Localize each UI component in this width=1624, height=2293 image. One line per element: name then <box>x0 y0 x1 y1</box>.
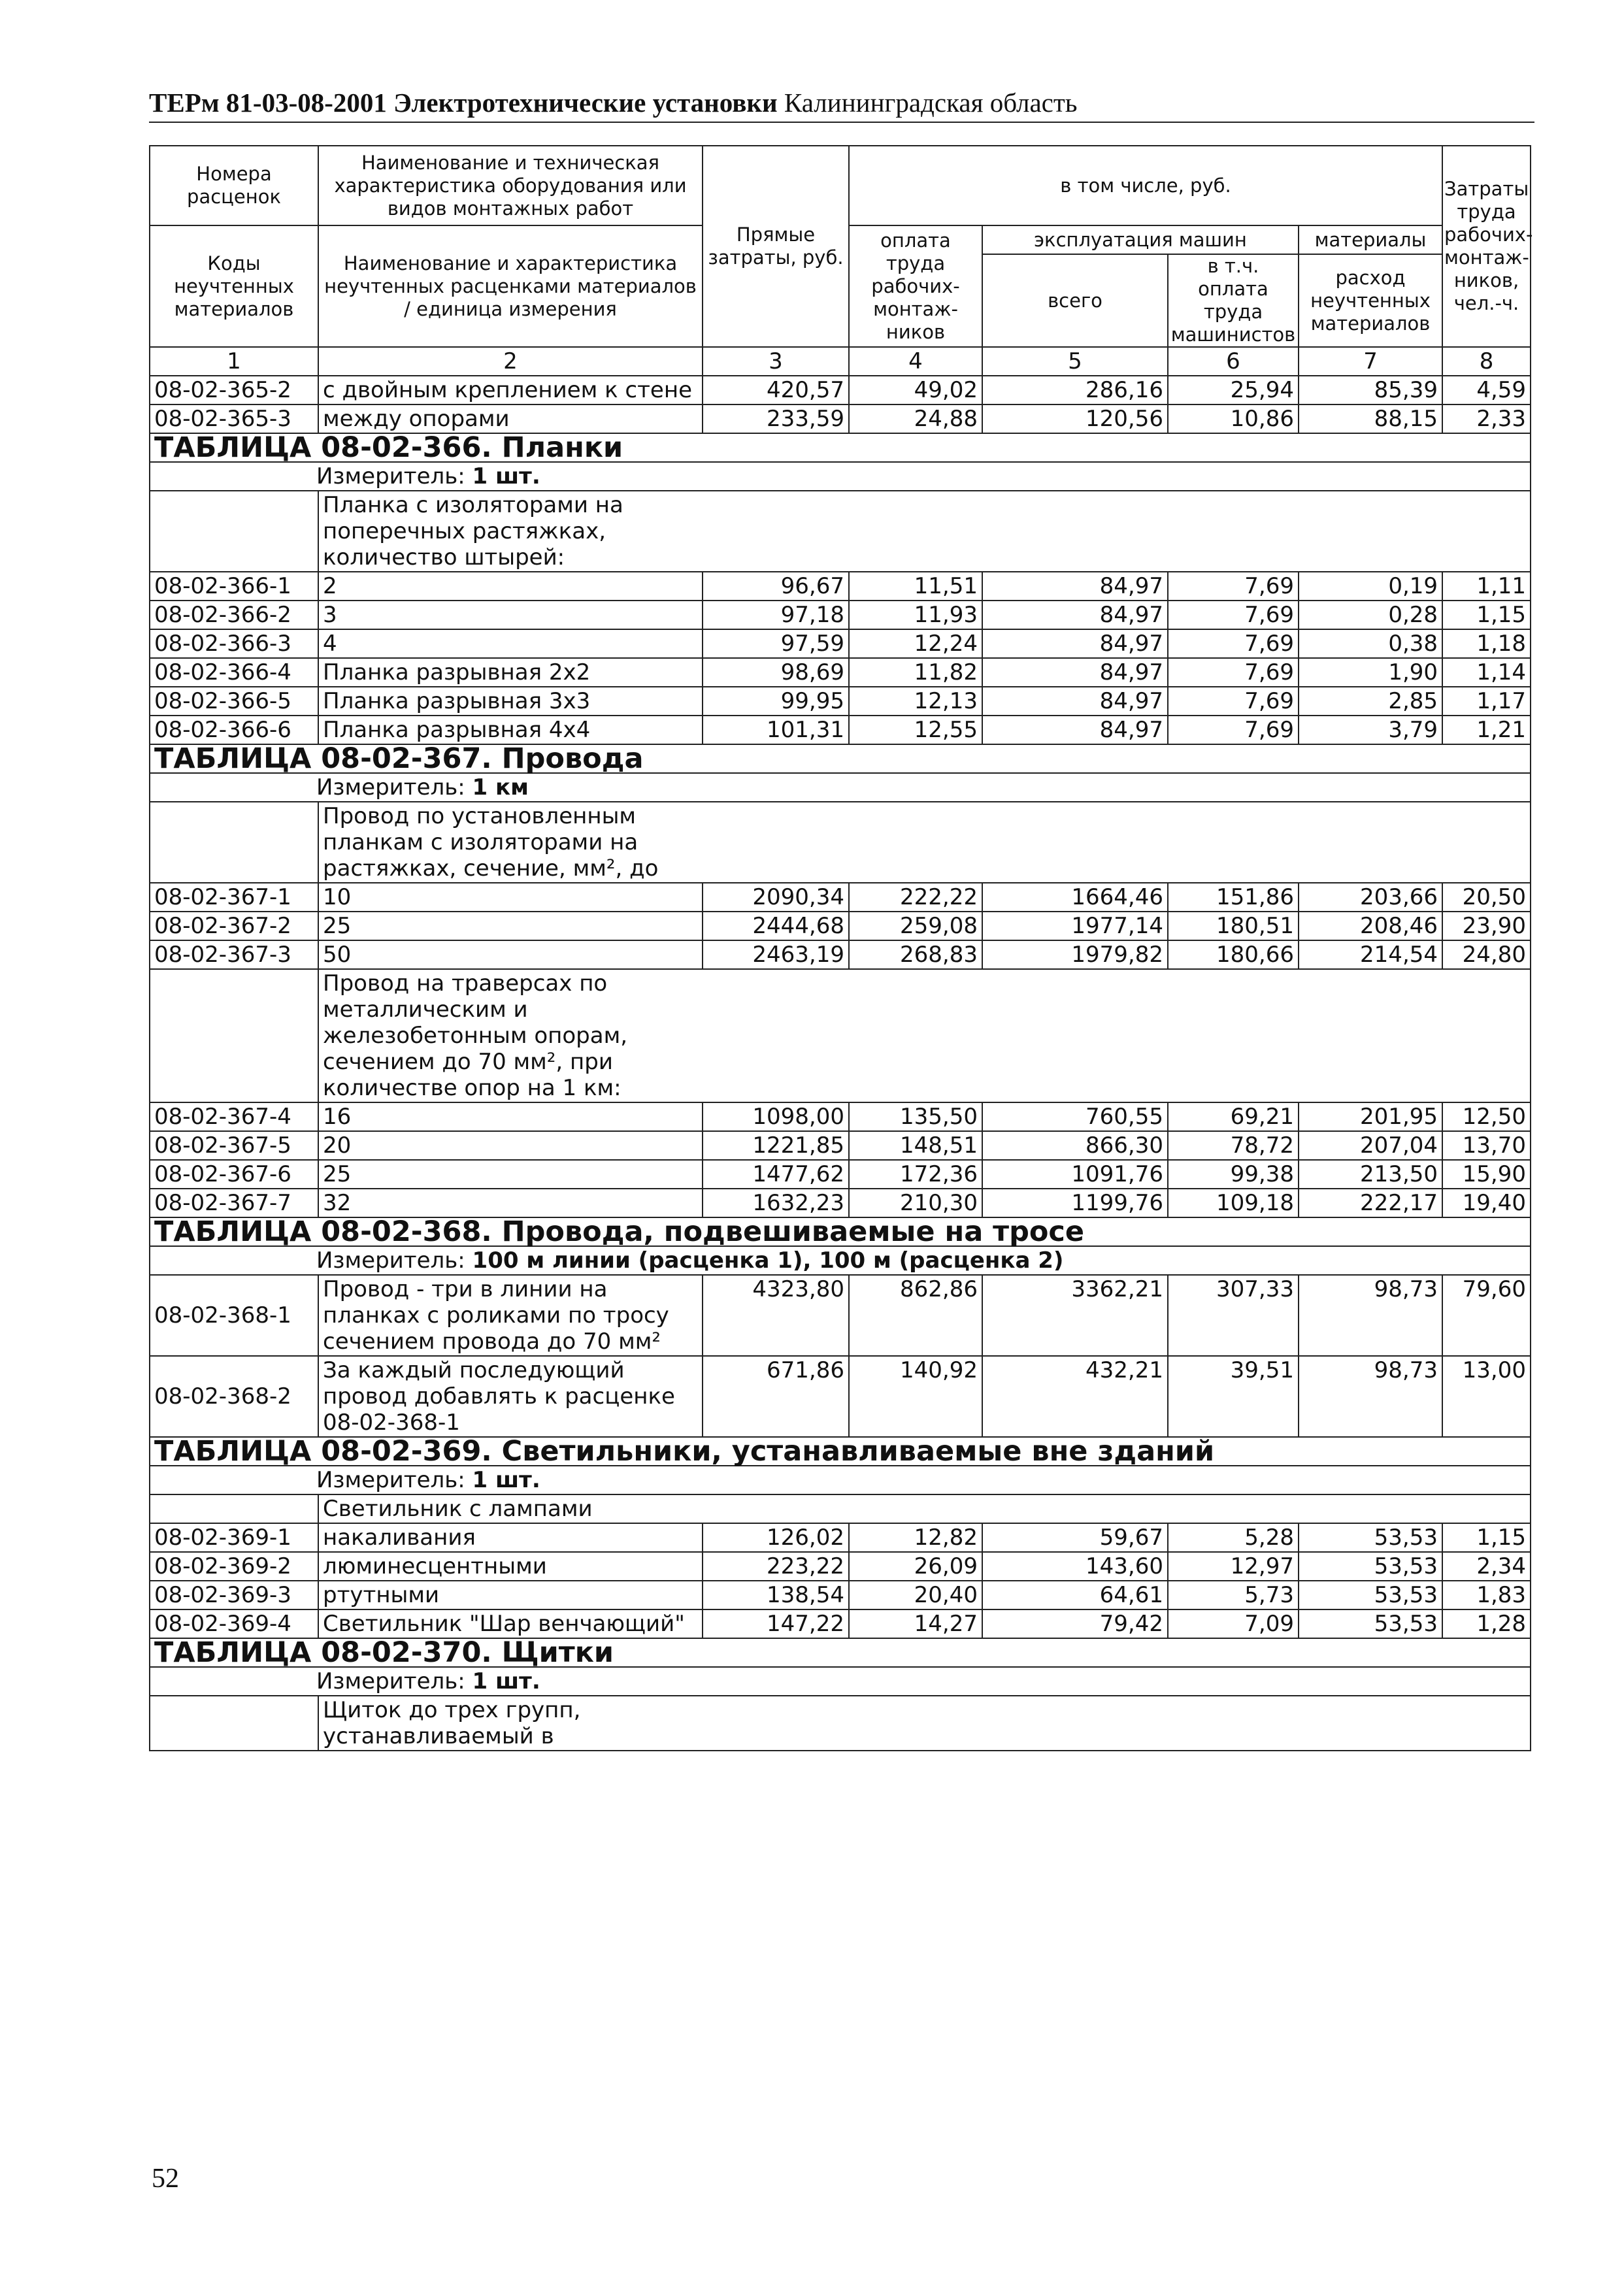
materials-value: 222,17 <box>1299 1189 1442 1217</box>
labor-pay-value: 24,88 <box>849 404 982 433</box>
materials-value: 0,28 <box>1299 601 1442 629</box>
machine-total-value: 84,97 <box>982 716 1168 744</box>
group-note-blank <box>150 969 318 1102</box>
group-note-blank <box>150 1696 318 1751</box>
table-row <box>150 601 1531 629</box>
labor-hours-value: 4,59 <box>1442 376 1531 404</box>
direct-costs-value: 138,54 <box>703 1581 849 1609</box>
unit-label: Измеритель: <box>316 463 465 489</box>
table-row <box>150 1102 1531 1131</box>
rate-code: 08-02-367-6 <box>150 1160 318 1189</box>
header-code: ТЕРм 81-03-08-2001 <box>149 88 387 118</box>
direct-costs-value: 2090,34 <box>703 883 849 912</box>
col-header-machine-ops: эксплуатация машин <box>982 225 1299 254</box>
rate-code: 08-02-367-2 <box>150 912 318 940</box>
labor-pay-value: 148,51 <box>849 1131 982 1160</box>
direct-costs-value: 233,59 <box>703 404 849 433</box>
col-header-materials: материалы <box>1299 225 1442 254</box>
group-note-blank <box>150 802 318 883</box>
work-name: с двойным креплением к стене <box>318 376 703 404</box>
materials-value: 207,04 <box>1299 1131 1442 1160</box>
labor-hours-value: 1,17 <box>1442 687 1531 716</box>
group-note: Светильник с лампами <box>318 1494 703 1523</box>
group-note: Провод по установленным планкам с изоляторами на растяжках, сечение, мм², до <box>318 802 703 883</box>
table-row <box>150 1356 1531 1437</box>
work-name: Планка разрывная 2х2 <box>318 658 703 687</box>
machine-total-value: 760,55 <box>982 1102 1168 1131</box>
section-title: ТАБЛИЦА 08-02-369. Светильники, устанавливаемые вне зданий <box>150 1437 1531 1466</box>
direct-costs-value: 96,67 <box>703 572 849 601</box>
materials-value: 53,53 <box>1299 1523 1442 1552</box>
work-name: ртутными <box>318 1581 703 1609</box>
materials-value: 53,53 <box>1299 1552 1442 1581</box>
direct-costs-value: 126,02 <box>703 1523 849 1552</box>
machine-labor-value: 7,09 <box>1168 1609 1299 1638</box>
rate-code: 08-02-367-1 <box>150 883 318 912</box>
work-name: 16 <box>318 1102 703 1131</box>
direct-costs-value: 97,18 <box>703 601 849 629</box>
work-name: 25 <box>318 912 703 940</box>
unit-line <box>150 462 1531 491</box>
col-header-machine-total: всего <box>982 254 1168 347</box>
group-note-blank <box>150 491 318 572</box>
machine-total-value: 84,97 <box>982 687 1168 716</box>
labor-pay-value: 12,55 <box>849 716 982 744</box>
machine-total-value: 84,97 <box>982 572 1168 601</box>
rate-code: 08-02-369-3 <box>150 1581 318 1609</box>
rate-code: 08-02-369-1 <box>150 1523 318 1552</box>
machine-labor-value: 12,97 <box>1168 1552 1299 1581</box>
work-name: 32 <box>318 1189 703 1217</box>
machine-labor-value: 5,28 <box>1168 1523 1299 1552</box>
machine-total-value: 1664,46 <box>982 883 1168 912</box>
labor-hours-value: 12,50 <box>1442 1102 1531 1131</box>
group-note-row <box>150 1494 1531 1523</box>
labor-pay-value: 140,92 <box>849 1356 982 1437</box>
machine-labor-value: 7,69 <box>1168 601 1299 629</box>
labor-hours-value: 23,90 <box>1442 912 1531 940</box>
table-row <box>150 1581 1531 1609</box>
page-number: 52 <box>152 2164 179 2194</box>
labor-hours-value: 19,40 <box>1442 1189 1531 1217</box>
column-number: 2 <box>318 347 703 376</box>
labor-hours-value: 1,11 <box>1442 572 1531 601</box>
table-row <box>150 883 1531 912</box>
work-name: 2 <box>318 572 703 601</box>
machine-labor-value: 69,21 <box>1168 1102 1299 1131</box>
table-row <box>150 716 1531 744</box>
direct-costs-value: 1221,85 <box>703 1131 849 1160</box>
labor-pay-value: 259,08 <box>849 912 982 940</box>
direct-costs-value: 101,31 <box>703 716 849 744</box>
materials-value: 213,50 <box>1299 1160 1442 1189</box>
machine-total-value: 432,21 <box>982 1356 1168 1437</box>
machine-labor-value: 180,66 <box>1168 940 1299 969</box>
labor-pay-value: 11,51 <box>849 572 982 601</box>
col-header-codes-top: Номера расценок <box>150 146 318 225</box>
column-number: 7 <box>1299 347 1442 376</box>
rate-code: 08-02-365-2 <box>150 376 318 404</box>
machine-total-value: 286,16 <box>982 376 1168 404</box>
unit-line <box>150 1667 1531 1696</box>
table-row <box>150 687 1531 716</box>
machine-total-value: 120,56 <box>982 404 1168 433</box>
direct-costs-value: 420,57 <box>703 376 849 404</box>
col-header-codes-bottom: Коды неучтенных материалов <box>150 225 318 347</box>
table-row <box>150 1131 1531 1160</box>
materials-value: 214,54 <box>1299 940 1442 969</box>
rate-code: 08-02-366-1 <box>150 572 318 601</box>
labor-hours-value: 13,00 <box>1442 1356 1531 1437</box>
rate-code: 08-02-368-1 <box>150 1275 318 1356</box>
machine-total-value: 1091,76 <box>982 1160 1168 1189</box>
unit-row <box>150 1466 1531 1494</box>
materials-value: 98,73 <box>1299 1356 1442 1437</box>
work-name: 20 <box>318 1131 703 1160</box>
direct-costs-value: 2463,19 <box>703 940 849 969</box>
materials-value: 2,85 <box>1299 687 1442 716</box>
col-header-name-top: Наименование и техническая характеристика оборудования или видов монтажных работ <box>318 146 703 225</box>
group-note-filler <box>703 1494 1531 1523</box>
labor-hours-value: 1,15 <box>1442 601 1531 629</box>
unit-label: Измеритель: <box>316 774 465 800</box>
materials-value: 88,15 <box>1299 404 1442 433</box>
table-row <box>150 572 1531 601</box>
col-header-materials-usage: расход неучтенных материалов <box>1299 254 1442 347</box>
materials-value: 208,46 <box>1299 912 1442 940</box>
section-title: ТАБЛИЦА 08-02-366. Планки <box>150 433 1531 462</box>
labor-pay-value: 222,22 <box>849 883 982 912</box>
materials-value: 0,19 <box>1299 572 1442 601</box>
machine-labor-value: 307,33 <box>1168 1275 1299 1356</box>
unit-label: Измеритель: <box>316 1668 465 1694</box>
col-header-machine-incl: в т.ч. оплата труда машинистов <box>1168 254 1299 347</box>
rate-code: 08-02-366-3 <box>150 629 318 658</box>
machine-total-value: 1199,76 <box>982 1189 1168 1217</box>
table-row <box>150 1275 1531 1356</box>
machine-labor-value: 151,86 <box>1168 883 1299 912</box>
materials-value: 85,39 <box>1299 376 1442 404</box>
labor-hours-value: 2,34 <box>1442 1552 1531 1581</box>
col-header-direct-costs: Прямые затраты, руб. <box>703 146 849 347</box>
work-name: 50 <box>318 940 703 969</box>
machine-labor-value: 25,94 <box>1168 376 1299 404</box>
section-title: ТАБЛИЦА 08-02-370. Щитки <box>150 1638 1531 1667</box>
group-note-row <box>150 1696 1531 1751</box>
section-title-row <box>150 433 1531 462</box>
labor-hours-value: 15,90 <box>1442 1160 1531 1189</box>
unit-label: Измеритель: <box>316 1467 465 1493</box>
page-header <box>149 86 1534 123</box>
machine-total-value: 866,30 <box>982 1131 1168 1160</box>
col-header-including: в том числе, руб. <box>849 146 1442 225</box>
group-note-blank <box>150 1494 318 1523</box>
work-name: 4 <box>318 629 703 658</box>
materials-value: 0,38 <box>1299 629 1442 658</box>
direct-costs-value: 671,86 <box>703 1356 849 1437</box>
direct-costs-value: 98,69 <box>703 658 849 687</box>
work-name: 10 <box>318 883 703 912</box>
machine-labor-value: 5,73 <box>1168 1581 1299 1609</box>
header-title: Электротехнические установки <box>393 88 778 118</box>
work-name: накаливания <box>318 1523 703 1552</box>
unit-value: 1 шт. <box>472 463 540 489</box>
labor-hours-value: 24,80 <box>1442 940 1531 969</box>
rate-code: 08-02-367-4 <box>150 1102 318 1131</box>
column-number: 3 <box>703 347 849 376</box>
labor-pay-value: 49,02 <box>849 376 982 404</box>
section-title-row <box>150 744 1531 773</box>
direct-costs-value: 1477,62 <box>703 1160 849 1189</box>
labor-pay-value: 12,24 <box>849 629 982 658</box>
machine-labor-value: 7,69 <box>1168 629 1299 658</box>
direct-costs-value: 99,95 <box>703 687 849 716</box>
labor-pay-value: 12,13 <box>849 687 982 716</box>
labor-hours-value: 13,70 <box>1442 1131 1531 1160</box>
column-number: 4 <box>849 347 982 376</box>
rate-code: 08-02-365-3 <box>150 404 318 433</box>
materials-value: 53,53 <box>1299 1609 1442 1638</box>
rate-code: 08-02-366-5 <box>150 687 318 716</box>
labor-pay-value: 135,50 <box>849 1102 982 1131</box>
unit-row <box>150 1667 1531 1696</box>
labor-pay-value: 20,40 <box>849 1581 982 1609</box>
group-note-filler <box>703 969 1531 1102</box>
header-row-1 <box>150 146 1531 225</box>
labor-pay-value: 862,86 <box>849 1275 982 1356</box>
rate-code: 08-02-367-7 <box>150 1189 318 1217</box>
machine-labor-value: 109,18 <box>1168 1189 1299 1217</box>
labor-pay-value: 11,93 <box>849 601 982 629</box>
machine-total-value: 59,67 <box>982 1523 1168 1552</box>
labor-hours-value: 1,28 <box>1442 1609 1531 1638</box>
materials-value: 3,79 <box>1299 716 1442 744</box>
labor-hours-value: 20,50 <box>1442 883 1531 912</box>
column-number: 6 <box>1168 347 1299 376</box>
machine-labor-value: 78,72 <box>1168 1131 1299 1160</box>
unit-value: 1 шт. <box>472 1467 540 1493</box>
labor-pay-value: 14,27 <box>849 1609 982 1638</box>
direct-costs-value: 4323,80 <box>703 1275 849 1356</box>
machine-total-value: 3362,21 <box>982 1275 1168 1356</box>
work-name: 3 <box>318 601 703 629</box>
table-row <box>150 1523 1531 1552</box>
section-title: ТАБЛИЦА 08-02-368. Провода, подвешиваемые на тросе <box>150 1217 1531 1246</box>
table-row <box>150 1189 1531 1217</box>
labor-hours-value: 1,18 <box>1442 629 1531 658</box>
rate-code: 08-02-369-2 <box>150 1552 318 1581</box>
work-name: между опорами <box>318 404 703 433</box>
col-header-labor-pay: оплата труда рабочих-монтаж-ников <box>849 225 982 347</box>
table-row <box>150 940 1531 969</box>
labor-pay-value: 26,09 <box>849 1552 982 1581</box>
machine-total-value: 64,61 <box>982 1581 1168 1609</box>
group-note-row <box>150 969 1531 1102</box>
materials-value: 1,90 <box>1299 658 1442 687</box>
unit-row <box>150 1246 1531 1275</box>
machine-labor-value: 7,69 <box>1168 572 1299 601</box>
group-note-filler <box>703 802 1531 883</box>
work-name: люминесцентными <box>318 1552 703 1581</box>
machine-labor-value: 99,38 <box>1168 1160 1299 1189</box>
work-name: Светильник "Шар венчающий" <box>318 1609 703 1638</box>
unit-row <box>150 773 1531 802</box>
machine-labor-value: 7,69 <box>1168 716 1299 744</box>
unit-line <box>150 773 1531 802</box>
unit-line <box>150 1246 1531 1275</box>
labor-pay-value: 210,30 <box>849 1189 982 1217</box>
section-title: ТАБЛИЦА 08-02-367. Провода <box>150 744 1531 773</box>
unit-label: Измеритель: <box>316 1247 465 1274</box>
section-title-row <box>150 1217 1531 1246</box>
header-region: Калининградская область <box>784 88 1078 118</box>
table-row <box>150 404 1531 433</box>
machine-total-value: 1977,14 <box>982 912 1168 940</box>
table-row <box>150 1552 1531 1581</box>
price-table <box>149 145 1533 1751</box>
group-note-filler <box>703 491 1531 572</box>
rate-code: 08-02-366-4 <box>150 658 318 687</box>
group-note: Щиток до трех групп, устанавливаемый в <box>318 1696 703 1751</box>
labor-hours-value: 1,21 <box>1442 716 1531 744</box>
group-note-row <box>150 491 1531 572</box>
materials-value: 98,73 <box>1299 1275 1442 1356</box>
machine-total-value: 1979,82 <box>982 940 1168 969</box>
labor-pay-value: 12,82 <box>849 1523 982 1552</box>
group-note: Провод на траверсах по металлическим и железобетонным опорам, сечением до 70 мм², при количестве опор на 1 км: <box>318 969 703 1102</box>
col-header-labor: Затраты труда рабочих-монтаж-ников, чел.-ч. <box>1442 146 1531 347</box>
column-numbers-row <box>150 347 1531 376</box>
table-row <box>150 629 1531 658</box>
direct-costs-value: 1098,00 <box>703 1102 849 1131</box>
table-row <box>150 1160 1531 1189</box>
labor-hours-value: 1,83 <box>1442 1581 1531 1609</box>
unit-value: 1 км <box>472 774 529 800</box>
machine-total-value: 143,60 <box>982 1552 1168 1581</box>
direct-costs-value: 1632,23 <box>703 1189 849 1217</box>
machine-labor-value: 10,86 <box>1168 404 1299 433</box>
machine-labor-value: 180,51 <box>1168 912 1299 940</box>
machine-labor-value: 39,51 <box>1168 1356 1299 1437</box>
labor-pay-value: 172,36 <box>849 1160 982 1189</box>
section-title-row <box>150 1437 1531 1466</box>
direct-costs-value: 223,22 <box>703 1552 849 1581</box>
machine-labor-value: 7,69 <box>1168 687 1299 716</box>
work-name: Провод - три в линии на планках с роликами по тросу сечением провода до 70 мм² <box>318 1275 703 1356</box>
materials-value: 203,66 <box>1299 883 1442 912</box>
work-name: 25 <box>318 1160 703 1189</box>
machine-labor-value: 7,69 <box>1168 658 1299 687</box>
unit-row <box>150 462 1531 491</box>
labor-hours-value: 1,15 <box>1442 1523 1531 1552</box>
unit-value: 100 м линии (расценка 1), 100 м (расценка 2) <box>472 1247 1064 1274</box>
work-name: За каждый последующий провод добавлять к расценке 08-02-368-1 <box>318 1356 703 1437</box>
column-number: 8 <box>1442 347 1531 376</box>
column-number: 5 <box>982 347 1168 376</box>
direct-costs-value: 2444,68 <box>703 912 849 940</box>
labor-pay-value: 268,83 <box>849 940 982 969</box>
rate-code: 08-02-367-5 <box>150 1131 318 1160</box>
labor-hours-value: 2,33 <box>1442 404 1531 433</box>
direct-costs-value: 97,59 <box>703 629 849 658</box>
rate-code: 08-02-368-2 <box>150 1356 318 1437</box>
direct-costs-value: 147,22 <box>703 1609 849 1638</box>
table-row <box>150 376 1531 404</box>
machine-total-value: 79,42 <box>982 1609 1168 1638</box>
table-row <box>150 1609 1531 1638</box>
labor-hours-value: 79,60 <box>1442 1275 1531 1356</box>
rate-code: 08-02-366-6 <box>150 716 318 744</box>
labor-hours-value: 1,14 <box>1442 658 1531 687</box>
machine-total-value: 84,97 <box>982 658 1168 687</box>
work-name: Планка разрывная 4х4 <box>318 716 703 744</box>
labor-pay-value: 11,82 <box>849 658 982 687</box>
materials-value: 201,95 <box>1299 1102 1442 1131</box>
rate-code: 08-02-367-3 <box>150 940 318 969</box>
group-note-filler <box>703 1696 1531 1751</box>
materials-value: 53,53 <box>1299 1581 1442 1609</box>
table-row <box>150 912 1531 940</box>
col-header-name-bottom: Наименование и характеристика неучтенных расценками материалов / единица измерения <box>318 225 703 347</box>
machine-total-value: 84,97 <box>982 629 1168 658</box>
unit-value: 1 шт. <box>472 1668 540 1694</box>
rate-code: 08-02-369-4 <box>150 1609 318 1638</box>
table-row <box>150 658 1531 687</box>
rate-code: 08-02-366-2 <box>150 601 318 629</box>
group-note: Планка с изоляторами на поперечных растяжках, количество штырей: <box>318 491 703 572</box>
machine-total-value: 84,97 <box>982 601 1168 629</box>
section-title-row <box>150 1638 1531 1667</box>
column-number: 1 <box>150 347 318 376</box>
unit-line <box>150 1466 1531 1494</box>
group-note-row <box>150 802 1531 883</box>
work-name: Планка разрывная 3х3 <box>318 687 703 716</box>
